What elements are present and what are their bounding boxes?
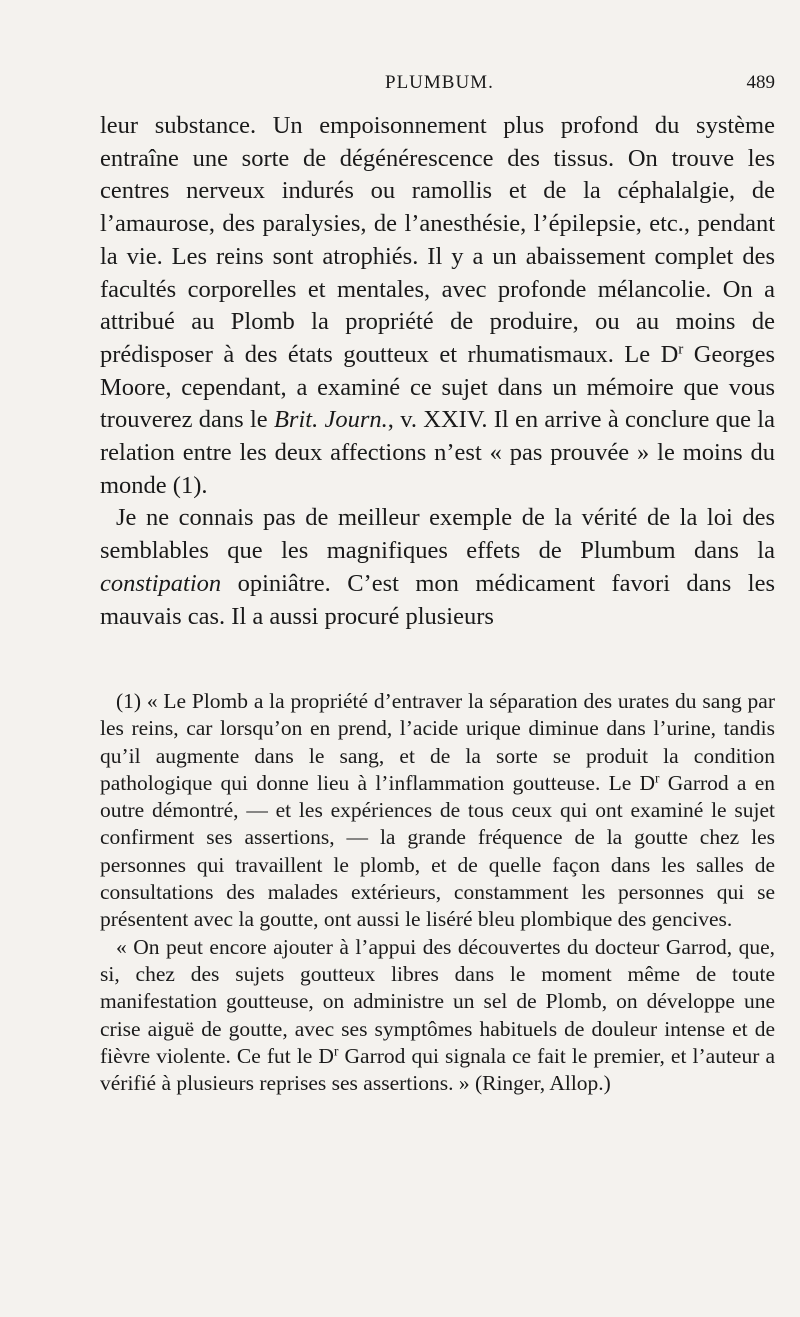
footnote — [100, 688, 775, 1097]
page-header — [100, 72, 775, 100]
main-text — [100, 110, 775, 633]
doctor-abbrev: r — [655, 770, 660, 786]
page-number: 489 — [746, 72, 775, 93]
text-run: (1) « Le Plomb a la propriété d’entraver la séparation des urates du sang par les reins, car lorsqu’on en prend, l’acide urique diminue dans l’urine, tandis qu’il augmente dans le sang, et de la sorte se produit la condition pathologique qui donne lieu à l’inflammation goutteuse. Le D — [100, 689, 775, 795]
doctor-abbrev: r — [678, 340, 684, 358]
paragraph — [100, 502, 775, 633]
journal-title: Brit. Journ. — [273, 406, 388, 434]
text-run: opiniâtre. C’est mon médicament favori dans les mauvais cas. Il a aussi procuré plusieurs — [100, 569, 775, 630]
text-run: Garrod qui signala ce fait le premier, et l’auteur a vérifié à plusieurs reprises ses assertions. » (Ringer, Allop.) — [100, 1043, 775, 1096]
running-title: PLUMBUM. — [385, 72, 494, 93]
footnote-paragraph — [100, 934, 775, 1098]
text-run: , v. XXIV. Il en arrive à conclure que la relation entre les deux affections n’est « pas prouvée » le moins du monde (1). — [100, 406, 775, 499]
text-run: Je ne connais pas de meilleur exemple de la vérité de la loi des semblables que les magnifiques effets de Plumbum dans la — [100, 504, 775, 565]
emphasis: constipation — [100, 569, 222, 597]
text-run: Garrod a en outre démontré, — et les expériences de tous ceux qui ont examiné le sujet confirment ses assertions, — la grande fréquence de la goutte chez les personnes qui travaillent le plomb, et de quelle façon dans les salles de consultations des malades extérieurs, constamment les personnes qui se présentent avec la goutte, ont aussi le liséré bleu plombique des gencives. — [100, 770, 775, 932]
text-run: « On peut encore ajouter à l’appui des découvertes du docteur Garrod, que, si, chez des sujets goutteux libres dans le moment même de toute manifestation goutteuse, on administre un sel de Plomb, on développe une crise aiguë de goutte, avec ses symptômes habituels de douleur intense et de fièvre violente. Ce fut le D — [100, 934, 775, 1068]
text-run: Georges Moore, cependant, a examiné ce sujet dans un mémoire que vous trouverez dans le — [100, 340, 775, 434]
doctor-abbrev: r — [333, 1043, 339, 1059]
text-run: leur substance. Un empoisonnement plus profond du système entraîne une sorte de dégénérescence des tissus. On trouve les centres nerveux indurés ou ramollis et de la céphalalgie, de l’amaurose, des paralysies, de l’anesthésie, l’épilepsie, etc., pendant la vie. Les reins sont atrophiés. Il y a un abaissement complet des facultés corporelles et mentales, avec profonde mélancolie. On a attribué au Plomb la propriété de produire, ou au moins de prédisposer à des états goutteux et rhumatismaux. Le D — [100, 112, 775, 368]
paragraph — [100, 110, 775, 502]
footnote-paragraph — [100, 688, 775, 934]
